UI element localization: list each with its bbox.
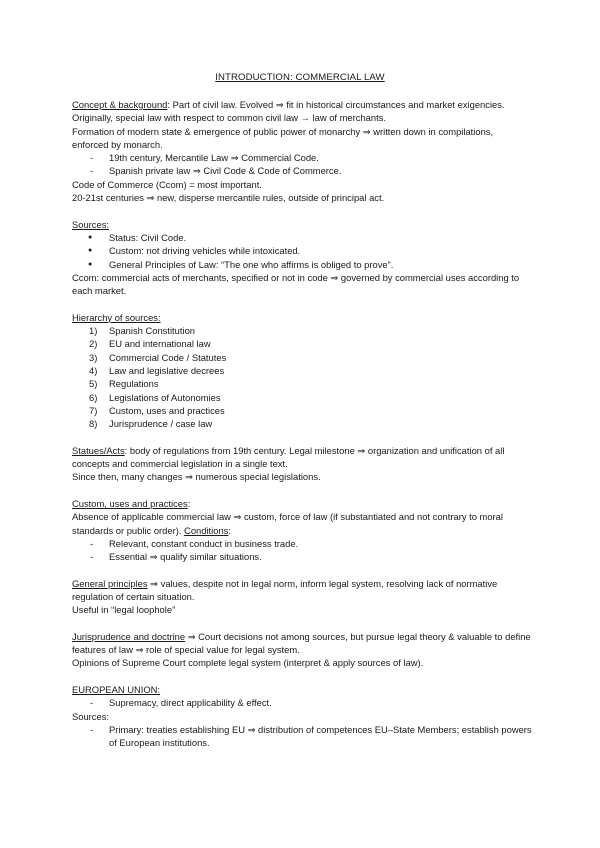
list-item-text: Status: Civil Code.	[109, 231, 187, 243]
list-item	[72, 723, 532, 750]
list-item	[72, 244, 532, 257]
concept-heading: Concept & background	[72, 99, 168, 110]
concept-text: : Part of civil law. Evolved ⇒ fit in historical circumstances and market exigencies. Originally, special law with respect to common civil law → law of merchants.	[72, 99, 505, 124]
general-paragraph	[72, 577, 532, 604]
document-body	[72, 98, 532, 750]
list-item-text: Primary: treaties establishing EU ⇒ distribution of competences EU–State Members; establish powers of European institutions.	[109, 723, 532, 749]
bullet-marker: ●	[88, 260, 93, 268]
list-item	[72, 550, 532, 563]
list-item-text: Jurisprudence / case law	[109, 418, 213, 430]
list-item	[72, 404, 532, 417]
list-item-text: Essential ⇒ qualify similar situations.	[109, 551, 262, 563]
dash-marker: -	[90, 152, 94, 164]
concept-line-4: 20-21st centuries ⇒ new, disperse mercantile rules, outside of principal act.	[72, 192, 385, 204]
list-number: 1)	[89, 325, 98, 337]
list-item	[72, 164, 532, 177]
jurisprudence-heading: Jurisprudence and doctrine	[72, 630, 186, 642]
list-number: 7)	[89, 404, 98, 416]
sources-line: Ccom: commercial acts of merchants, specified or not in code ⇒ governed by commercial uses according to each market.	[72, 271, 520, 297]
hierarchy-list	[72, 324, 532, 430]
list-item	[72, 337, 532, 350]
list-number: 2)	[89, 338, 98, 350]
general-line-2: Useful in “legal loophole”	[72, 604, 176, 616]
list-item-text: Supremacy, direct applicability & effect.	[109, 697, 272, 709]
list-number: 5)	[89, 378, 98, 390]
eu-sources-list	[72, 723, 532, 750]
custom-heading-line	[72, 497, 532, 510]
hierarchy-heading: Hierarchy of sources:	[72, 311, 161, 323]
jurisprudence-paragraph	[72, 630, 532, 657]
list-item-text: Commercial Code / Statutes	[109, 351, 227, 363]
statues-heading: Statues/Acts	[72, 444, 125, 456]
jurisprudence-line-2: Opinions of Supreme Court complete legal system (interpret & apply sources of law).	[72, 657, 424, 669]
dash-marker: -	[90, 723, 94, 735]
concept-line-3: Code of Commerce (Ccom) = most important.	[72, 178, 262, 190]
list-item	[72, 364, 532, 377]
general-text: ⇒ values, despite not in legal norm, inform legal system, resolving lack of normative regulation of certain situation.	[72, 577, 498, 602]
list-number: 4)	[89, 364, 98, 376]
eu-list	[72, 696, 532, 709]
dash-marker: -	[90, 165, 94, 177]
bullet-marker: ●	[88, 233, 93, 241]
general-heading: General principles	[72, 577, 148, 589]
list-item-text: Spanish private law ⇒ Civil Code & Code of Commerce.	[109, 165, 342, 177]
concept-text-2: Formation of modern state & emergence of public power of monarchy ⇒ written down in compilations, enforced by monarch.	[72, 125, 494, 150]
list-number: 8)	[89, 418, 98, 430]
bullet-marker: ●	[88, 247, 93, 255]
statues-text: : body of regulations from 19th century. Legal milestone ⇒ organization and unification of all concepts and commercial legislation in a single text.	[72, 444, 505, 470]
statues-paragraph	[72, 444, 532, 471]
concept-paragraph	[72, 98, 532, 125]
list-item	[72, 417, 532, 430]
list-item-text: Legislations of Autonomies	[109, 391, 221, 403]
eu-heading: EUROPEAN UNION:	[72, 684, 161, 696]
sources-heading: Sources:	[72, 218, 109, 230]
concept-list	[72, 151, 532, 178]
sources-list	[72, 231, 532, 271]
custom-colon: :	[187, 497, 191, 509]
conditions-list	[72, 537, 532, 564]
page-title: INTRODUCTION: COMMERCIAL LAW	[215, 72, 385, 83]
list-item	[72, 151, 532, 164]
list-item-text: Custom: not driving vehicles while intoxicated.	[109, 245, 301, 257]
conditions-label: Conditions	[184, 524, 229, 536]
list-item	[72, 324, 532, 337]
list-item	[72, 391, 532, 404]
list-number: 3)	[89, 351, 98, 363]
list-item-text: Relevant, constant conduct in business trade.	[109, 537, 299, 549]
list-item	[72, 377, 532, 390]
list-item	[72, 696, 532, 709]
list-item-text: Law and legislative decrees	[109, 364, 225, 376]
list-item	[72, 537, 532, 550]
list-item-text: EU and international law	[109, 338, 211, 350]
list-item-text: Custom, uses and practices	[109, 404, 225, 416]
custom-paragraph	[72, 510, 532, 537]
list-item	[72, 231, 532, 244]
list-item-text: General Principles of Law: “The one who affirms is obliged to prove”.	[109, 258, 394, 270]
list-item	[72, 351, 532, 364]
list-number: 6)	[89, 391, 98, 403]
conditions-colon: :	[228, 524, 231, 536]
list-item-text: 19th century, Mercantile Law ⇒ Commercial Code.	[109, 152, 319, 164]
dash-marker: -	[90, 697, 94, 709]
jurisprudence-text: ⇒ Court decisions not among sources, but pursue legal theory & valuable to define features of law ⇒ role of special value for legal system.	[72, 630, 531, 656]
list-item-text: Regulations	[109, 378, 159, 390]
custom-text: Absence of applicable commercial law ⇒ custom, force of law (if substantiated and not contrary to moral standards or public order).	[72, 511, 503, 536]
dash-marker: -	[90, 551, 94, 563]
custom-heading: Custom, uses and practices	[72, 497, 188, 509]
statues-line-2: Since then, many changes ⇒ numerous special legislations.	[72, 471, 321, 483]
dash-marker: -	[90, 537, 94, 549]
list-item-text: Spanish Constitution	[109, 325, 195, 337]
list-item	[72, 258, 532, 271]
eu-sources-label: Sources:	[72, 710, 109, 722]
